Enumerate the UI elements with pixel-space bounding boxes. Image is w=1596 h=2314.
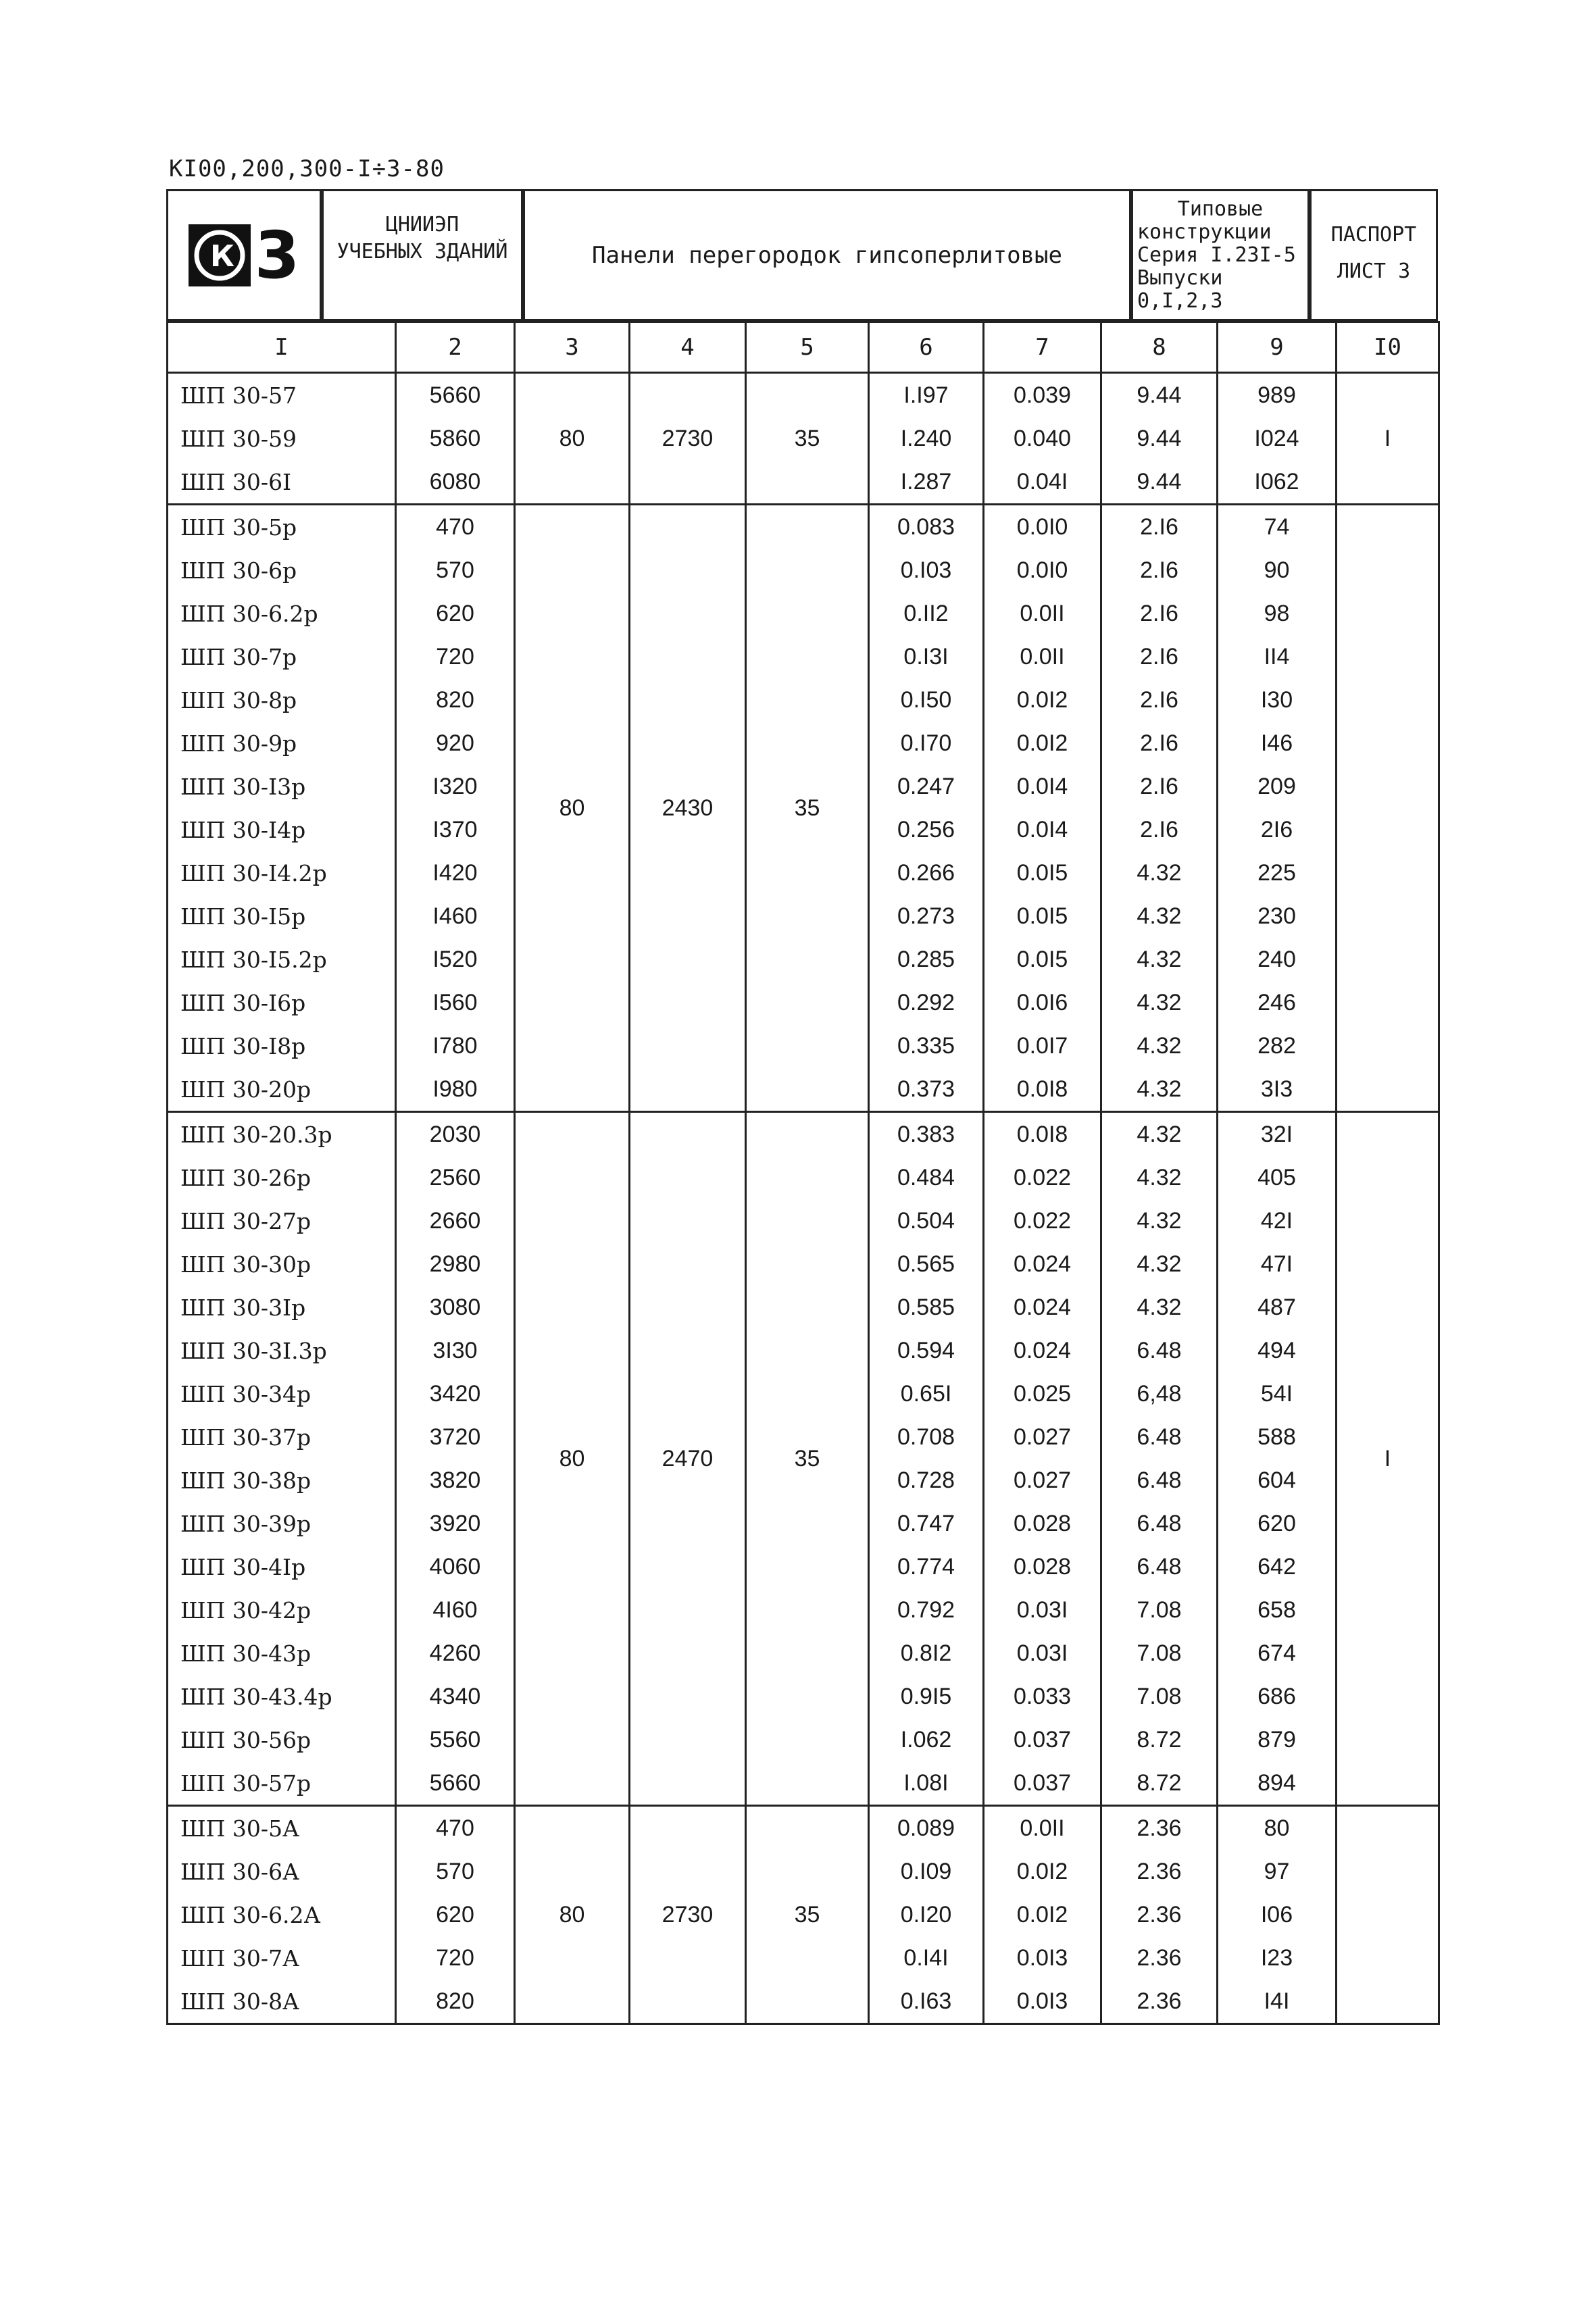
panel-mark: ШП 30-6р (168, 549, 396, 592)
panel-length: I520 (396, 938, 515, 981)
panel-value-7: 0.028 (984, 1545, 1101, 1588)
panel-mark: ШП 30-I4.2р (168, 851, 396, 895)
panel-group (168, 1806, 1439, 2024)
panel-value-6: 0.083 (869, 505, 984, 549)
panel-mark: ШП 30-I5р (168, 895, 396, 938)
panel-length: 5860 (396, 417, 515, 460)
column-header: 2 (396, 322, 515, 373)
panel-value-8: 2.I6 (1101, 765, 1218, 808)
panel-value-7: 0.025 (984, 1372, 1101, 1415)
panel-value-9: II4 (1218, 635, 1337, 678)
panel-value-6: 0.I4I (869, 1936, 984, 1980)
publisher-logo (166, 189, 322, 321)
panel-value-9: 879 (1218, 1718, 1337, 1761)
panel-length: 620 (396, 1893, 515, 1936)
panel-length: 2560 (396, 1156, 515, 1199)
panel-mark: ШП 30-7р (168, 635, 396, 678)
panel-value-7: 0.0I2 (984, 1850, 1101, 1893)
panel-mark: ШП 30-43р (168, 1632, 396, 1675)
panel-length: I560 (396, 981, 515, 1024)
panel-value-6: 0.9I5 (869, 1675, 984, 1718)
logo-mark-icon (189, 224, 251, 286)
panel-value-7: 0.0I4 (984, 765, 1101, 808)
panel-value-7: 0.0I3 (984, 1980, 1101, 2024)
panel-length: 2660 (396, 1199, 515, 1242)
panel-value-6: 0.373 (869, 1067, 984, 1112)
panel-value-8: 8.72 (1101, 1761, 1218, 1806)
panel-value-9: 90 (1218, 549, 1337, 592)
panel-mark: ШП 30-6I (168, 460, 396, 505)
panel-value-6: 0.247 (869, 765, 984, 808)
panel-value-8: 4.32 (1101, 1156, 1218, 1199)
panel-value-6: 0.256 (869, 808, 984, 851)
panel-value-9: 588 (1218, 1415, 1337, 1459)
table-row (168, 373, 1439, 418)
column-header: 4 (630, 322, 746, 373)
panel-value-8: 4.32 (1101, 1286, 1218, 1329)
panel-mark: ШП 30-27р (168, 1199, 396, 1242)
document-code: KI00,200,300-I÷3-80 (169, 155, 445, 182)
panel-value-7: 0.027 (984, 1415, 1101, 1459)
group-value-c10 (1337, 505, 1439, 1112)
panel-value-6: 0.II2 (869, 592, 984, 635)
panel-value-7: 0.0II (984, 635, 1101, 678)
panel-mark: ШП 30-5р (168, 505, 396, 549)
panel-value-7: 0.03I (984, 1588, 1101, 1632)
panel-value-8: 4.32 (1101, 851, 1218, 895)
panel-value-9: 54I (1218, 1372, 1337, 1415)
table-row (168, 1112, 1439, 1157)
panel-mark: ШП 30-I6р (168, 981, 396, 1024)
column-header: 3 (515, 322, 630, 373)
panel-value-6: 0.273 (869, 895, 984, 938)
panel-length: 4060 (396, 1545, 515, 1588)
panel-value-9: 240 (1218, 938, 1337, 981)
panel-length: I460 (396, 895, 515, 938)
panel-mark: ШП 30-56р (168, 1718, 396, 1761)
panel-value-9: I062 (1218, 460, 1337, 505)
panel-mark: ШП 30-38р (168, 1459, 396, 1502)
panel-length: I980 (396, 1067, 515, 1112)
panel-value-9: I4I (1218, 1980, 1337, 2024)
panel-mark: ШП 30-39р (168, 1502, 396, 1545)
panel-value-8: 9.44 (1101, 417, 1218, 460)
panel-value-6: I.240 (869, 417, 984, 460)
panel-value-8: 8.72 (1101, 1718, 1218, 1761)
panel-length: 3720 (396, 1415, 515, 1459)
panel-mark: ШП 30-6А (168, 1850, 396, 1893)
panel-value-8: 2.I6 (1101, 808, 1218, 851)
document-title: Панели перегородок гипсоперлитовые (523, 189, 1131, 321)
panel-length: 5660 (396, 1761, 515, 1806)
panel-value-6: I.287 (869, 460, 984, 505)
panel-value-6: 0.I70 (869, 722, 984, 765)
panel-value-9: 2I6 (1218, 808, 1337, 851)
panel-value-8: 4.32 (1101, 895, 1218, 938)
group-value-c3: 80 (515, 1806, 630, 2024)
panel-value-6: 0.I09 (869, 1850, 984, 1893)
passport-line-2: ЛИСТ 3 (1337, 259, 1411, 283)
panel-value-6: 0.747 (869, 1502, 984, 1545)
panel-length: 470 (396, 505, 515, 549)
panel-value-8: 7.08 (1101, 1632, 1218, 1675)
panel-value-9: 47I (1218, 1242, 1337, 1286)
panel-value-7: 0.0I3 (984, 1936, 1101, 1980)
panel-mark: ШП 30-5А (168, 1806, 396, 1851)
panel-mark: ШП 30-26р (168, 1156, 396, 1199)
panel-value-9: 282 (1218, 1024, 1337, 1067)
column-header: I (168, 322, 396, 373)
series-cell (1131, 189, 1310, 321)
panel-length: 720 (396, 635, 515, 678)
organization-cell (322, 189, 523, 321)
group-value-c4: 2730 (630, 1806, 746, 2024)
panel-value-7: 0.024 (984, 1242, 1101, 1286)
panel-value-7: 0.03I (984, 1632, 1101, 1675)
panel-mark: ШП 30-6.2А (168, 1893, 396, 1936)
panel-group (168, 373, 1439, 505)
panel-value-9: 642 (1218, 1545, 1337, 1588)
panel-mark: ШП 30-I5.2р (168, 938, 396, 981)
panel-value-7: 0.040 (984, 417, 1101, 460)
panel-value-7: 0.0II (984, 1806, 1101, 1851)
panel-value-7: 0.037 (984, 1761, 1101, 1806)
panel-length: 5660 (396, 373, 515, 418)
panel-mark: ШП 30-30р (168, 1242, 396, 1286)
panel-value-7: 0.024 (984, 1286, 1101, 1329)
group-value-c4: 2470 (630, 1112, 746, 1806)
panel-value-8: 2.I6 (1101, 549, 1218, 592)
panel-value-8: 6.48 (1101, 1502, 1218, 1545)
panel-value-8: 7.08 (1101, 1588, 1218, 1632)
panel-mark: ШП 30-9р (168, 722, 396, 765)
panel-length: 3820 (396, 1459, 515, 1502)
panel-value-7: 0.0I5 (984, 851, 1101, 895)
panel-value-9: 246 (1218, 981, 1337, 1024)
logo-letter: К (209, 238, 234, 274)
panel-length: 820 (396, 1980, 515, 2024)
panel-value-6: 0.792 (869, 1588, 984, 1632)
panel-value-7: 0.0II (984, 592, 1101, 635)
panel-spec-table (166, 321, 1440, 2025)
panel-length: 2030 (396, 1112, 515, 1157)
panel-mark: ШП 30-57 (168, 373, 396, 418)
panel-value-8: 2.36 (1101, 1980, 1218, 2024)
column-header-row (168, 322, 1439, 373)
panel-value-8: 6,48 (1101, 1372, 1218, 1415)
logo-digit: 3 (254, 217, 300, 293)
panel-value-9: 230 (1218, 895, 1337, 938)
panel-value-6: I.I97 (869, 373, 984, 418)
panel-value-9: 225 (1218, 851, 1337, 895)
panel-value-8: 4.32 (1101, 1067, 1218, 1112)
panel-group (168, 505, 1439, 1112)
panel-mark: ШП 30-42р (168, 1588, 396, 1632)
panel-value-7: 0.0I7 (984, 1024, 1101, 1067)
table-row (168, 505, 1439, 549)
series-line-3: Серия I.23I-5 (1137, 243, 1296, 267)
panel-length: I420 (396, 851, 515, 895)
panel-length: 470 (396, 1806, 515, 1851)
panel-value-6: 0.774 (869, 1545, 984, 1588)
panel-value-9: 686 (1218, 1675, 1337, 1718)
panel-value-6: 0.708 (869, 1415, 984, 1459)
panel-value-8: 2.36 (1101, 1850, 1218, 1893)
panel-length: 3920 (396, 1502, 515, 1545)
panel-value-9: I23 (1218, 1936, 1337, 1980)
group-value-c10: I (1337, 1112, 1439, 1806)
panel-value-7: 0.039 (984, 373, 1101, 418)
panel-value-9: 42I (1218, 1199, 1337, 1242)
column-header: 9 (1218, 322, 1337, 373)
series-line-4: Выпуски 0,I,2,3 (1137, 266, 1223, 313)
panel-mark: ШП 30-8А (168, 1980, 396, 2024)
panel-value-7: 0.04I (984, 460, 1101, 505)
panel-value-6: I.062 (869, 1718, 984, 1761)
panel-value-9: 620 (1218, 1502, 1337, 1545)
panel-value-9: 658 (1218, 1588, 1337, 1632)
panel-value-7: 0.0I8 (984, 1067, 1101, 1112)
panel-value-6: 0.335 (869, 1024, 984, 1067)
panel-value-6: 0.285 (869, 938, 984, 981)
panel-value-6: 0.I63 (869, 1980, 984, 2024)
series-line-1: Типовые (1177, 197, 1264, 221)
panel-length: 4260 (396, 1632, 515, 1675)
panel-value-6: 0.484 (869, 1156, 984, 1199)
panel-value-6: 0.504 (869, 1199, 984, 1242)
passport-line-1: ПАСПОРТ (1330, 223, 1417, 247)
panel-value-7: 0.0I6 (984, 981, 1101, 1024)
panel-value-9: 3I3 (1218, 1067, 1337, 1112)
panel-value-9: 80 (1218, 1806, 1337, 1851)
org-line-2: УЧЕБНЫХ ЗДАНИЙ (336, 240, 508, 263)
panel-length: I780 (396, 1024, 515, 1067)
panel-value-7: 0.0I2 (984, 722, 1101, 765)
panel-value-7: 0.0I4 (984, 808, 1101, 851)
panel-value-8: 2.36 (1101, 1936, 1218, 1980)
panel-value-6: 0.565 (869, 1242, 984, 1286)
panel-value-9: I06 (1218, 1893, 1337, 1936)
panel-value-8: 4.32 (1101, 1199, 1218, 1242)
column-header: 7 (984, 322, 1101, 373)
panel-value-9: 32I (1218, 1112, 1337, 1157)
panel-value-7: 0.0I0 (984, 549, 1101, 592)
panel-length: 3080 (396, 1286, 515, 1329)
panel-mark: ШП 30-34р (168, 1372, 396, 1415)
panel-value-6: 0.266 (869, 851, 984, 895)
panel-length: 920 (396, 722, 515, 765)
panel-value-6: 0.I3I (869, 635, 984, 678)
panel-value-8: 9.44 (1101, 373, 1218, 418)
panel-value-6: 0.I03 (869, 549, 984, 592)
panel-length: 4I60 (396, 1588, 515, 1632)
panel-value-8: 2.36 (1101, 1806, 1218, 1851)
panel-value-7: 0.0I2 (984, 678, 1101, 722)
org-line-1: ЦНИИЭП (385, 213, 459, 236)
panel-mark: ШП 30-20р (168, 1067, 396, 1112)
panel-value-9: 74 (1218, 505, 1337, 549)
table-row (168, 1806, 1439, 1851)
panel-value-7: 0.0I8 (984, 1112, 1101, 1157)
panel-value-6: 0.728 (869, 1459, 984, 1502)
panel-value-9: 989 (1218, 373, 1337, 418)
panel-length: 720 (396, 1936, 515, 1980)
panel-value-8: 4.32 (1101, 938, 1218, 981)
panel-value-8: 4.32 (1101, 1112, 1218, 1157)
group-value-c3: 80 (515, 1112, 630, 1806)
panel-value-7: 0.028 (984, 1502, 1101, 1545)
panel-value-8: 4.32 (1101, 981, 1218, 1024)
column-header: 8 (1101, 322, 1218, 373)
group-value-c3: 80 (515, 373, 630, 505)
panel-length: I320 (396, 765, 515, 808)
panel-length: 3420 (396, 1372, 515, 1415)
panel-mark: ШП 30-4Iр (168, 1545, 396, 1588)
panel-mark: ШП 30-59 (168, 417, 396, 460)
panel-value-8: 9.44 (1101, 460, 1218, 505)
panel-length: 820 (396, 678, 515, 722)
panel-value-8: 2.I6 (1101, 722, 1218, 765)
panel-value-8: 4.32 (1101, 1024, 1218, 1067)
panel-value-7: 0.024 (984, 1329, 1101, 1372)
panel-value-6: 0.089 (869, 1806, 984, 1851)
group-value-c5: 35 (746, 373, 869, 505)
panel-value-9: 405 (1218, 1156, 1337, 1199)
panel-value-8: 2.I6 (1101, 635, 1218, 678)
panel-mark: ШП 30-43.4р (168, 1675, 396, 1718)
panel-length: 620 (396, 592, 515, 635)
panel-value-6: 0.383 (869, 1112, 984, 1157)
panel-length: 5560 (396, 1718, 515, 1761)
panel-mark: ШП 30-I8р (168, 1024, 396, 1067)
panel-value-8: 4.32 (1101, 1242, 1218, 1286)
panel-length: 570 (396, 1850, 515, 1893)
panel-value-8: 6.48 (1101, 1329, 1218, 1372)
panel-value-6: 0.I50 (869, 678, 984, 722)
panel-value-6: 0.8I2 (869, 1632, 984, 1675)
panel-mark: ШП 30-3Iр (168, 1286, 396, 1329)
panel-value-9: 487 (1218, 1286, 1337, 1329)
column-header: 6 (869, 322, 984, 373)
panel-value-8: 2.I6 (1101, 592, 1218, 635)
panel-value-6: 0.292 (869, 981, 984, 1024)
panel-value-9: 97 (1218, 1850, 1337, 1893)
panel-value-8: 2.I6 (1101, 505, 1218, 549)
panel-value-7: 0.037 (984, 1718, 1101, 1761)
panel-mark: ШП 30-3I.3р (168, 1329, 396, 1372)
group-value-c10: I (1337, 373, 1439, 505)
group-value-c3: 80 (515, 505, 630, 1112)
panel-group (168, 1112, 1439, 1806)
panel-value-8: 2.36 (1101, 1893, 1218, 1936)
panel-mark: ШП 30-37р (168, 1415, 396, 1459)
panel-mark: ШП 30-7А (168, 1936, 396, 1980)
column-header: I0 (1337, 322, 1439, 373)
panel-value-7: 0.0I5 (984, 938, 1101, 981)
group-value-c10 (1337, 1806, 1439, 2024)
group-value-c4: 2430 (630, 505, 746, 1112)
panel-value-7: 0.033 (984, 1675, 1101, 1718)
panel-value-9: 209 (1218, 765, 1337, 808)
panel-value-9: 604 (1218, 1459, 1337, 1502)
panel-length: I370 (396, 808, 515, 851)
panel-value-9: 674 (1218, 1632, 1337, 1675)
panel-value-9: 894 (1218, 1761, 1337, 1806)
panel-length: 570 (396, 549, 515, 592)
panel-mark: ШП 30-I3р (168, 765, 396, 808)
panel-value-8: 6.48 (1101, 1459, 1218, 1502)
panel-value-6: 0.65I (869, 1372, 984, 1415)
panel-value-7: 0.022 (984, 1199, 1101, 1242)
panel-value-8: 7.08 (1101, 1675, 1218, 1718)
panel-value-9: I024 (1218, 417, 1337, 460)
panel-value-6: 0.585 (869, 1286, 984, 1329)
group-value-c5: 35 (746, 1806, 869, 2024)
panel-value-6: 0.I20 (869, 1893, 984, 1936)
group-value-c5: 35 (746, 1112, 869, 1806)
panel-value-6: 0.594 (869, 1329, 984, 1372)
panel-value-7: 0.022 (984, 1156, 1101, 1199)
panel-value-9: I30 (1218, 678, 1337, 722)
panel-value-7: 0.0I2 (984, 1893, 1101, 1936)
panel-mark: ШП 30-6.2р (168, 592, 396, 635)
group-value-c5: 35 (746, 505, 869, 1112)
panel-value-8: 6.48 (1101, 1545, 1218, 1588)
passport-cell (1310, 189, 1438, 321)
panel-length: 4340 (396, 1675, 515, 1718)
panel-value-9: 494 (1218, 1329, 1337, 1372)
panel-length: 2980 (396, 1242, 515, 1286)
panel-value-7: 0.0I5 (984, 895, 1101, 938)
panel-value-9: I46 (1218, 722, 1337, 765)
panel-length: 6080 (396, 460, 515, 505)
panel-mark: ШП 30-20.3р (168, 1112, 396, 1157)
series-line-2: конструкции (1137, 220, 1272, 244)
panel-value-7: 0.027 (984, 1459, 1101, 1502)
panel-value-8: 6.48 (1101, 1415, 1218, 1459)
panel-value-6: I.08I (869, 1761, 984, 1806)
panel-mark: ШП 30-57р (168, 1761, 396, 1806)
panel-value-8: 2.I6 (1101, 678, 1218, 722)
column-header: 5 (746, 322, 869, 373)
panel-length: 3I30 (396, 1329, 515, 1372)
panel-value-7: 0.0I0 (984, 505, 1101, 549)
panel-value-9: 98 (1218, 592, 1337, 635)
panel-mark: ШП 30-I4р (168, 808, 396, 851)
group-value-c4: 2730 (630, 373, 746, 505)
panel-mark: ШП 30-8р (168, 678, 396, 722)
